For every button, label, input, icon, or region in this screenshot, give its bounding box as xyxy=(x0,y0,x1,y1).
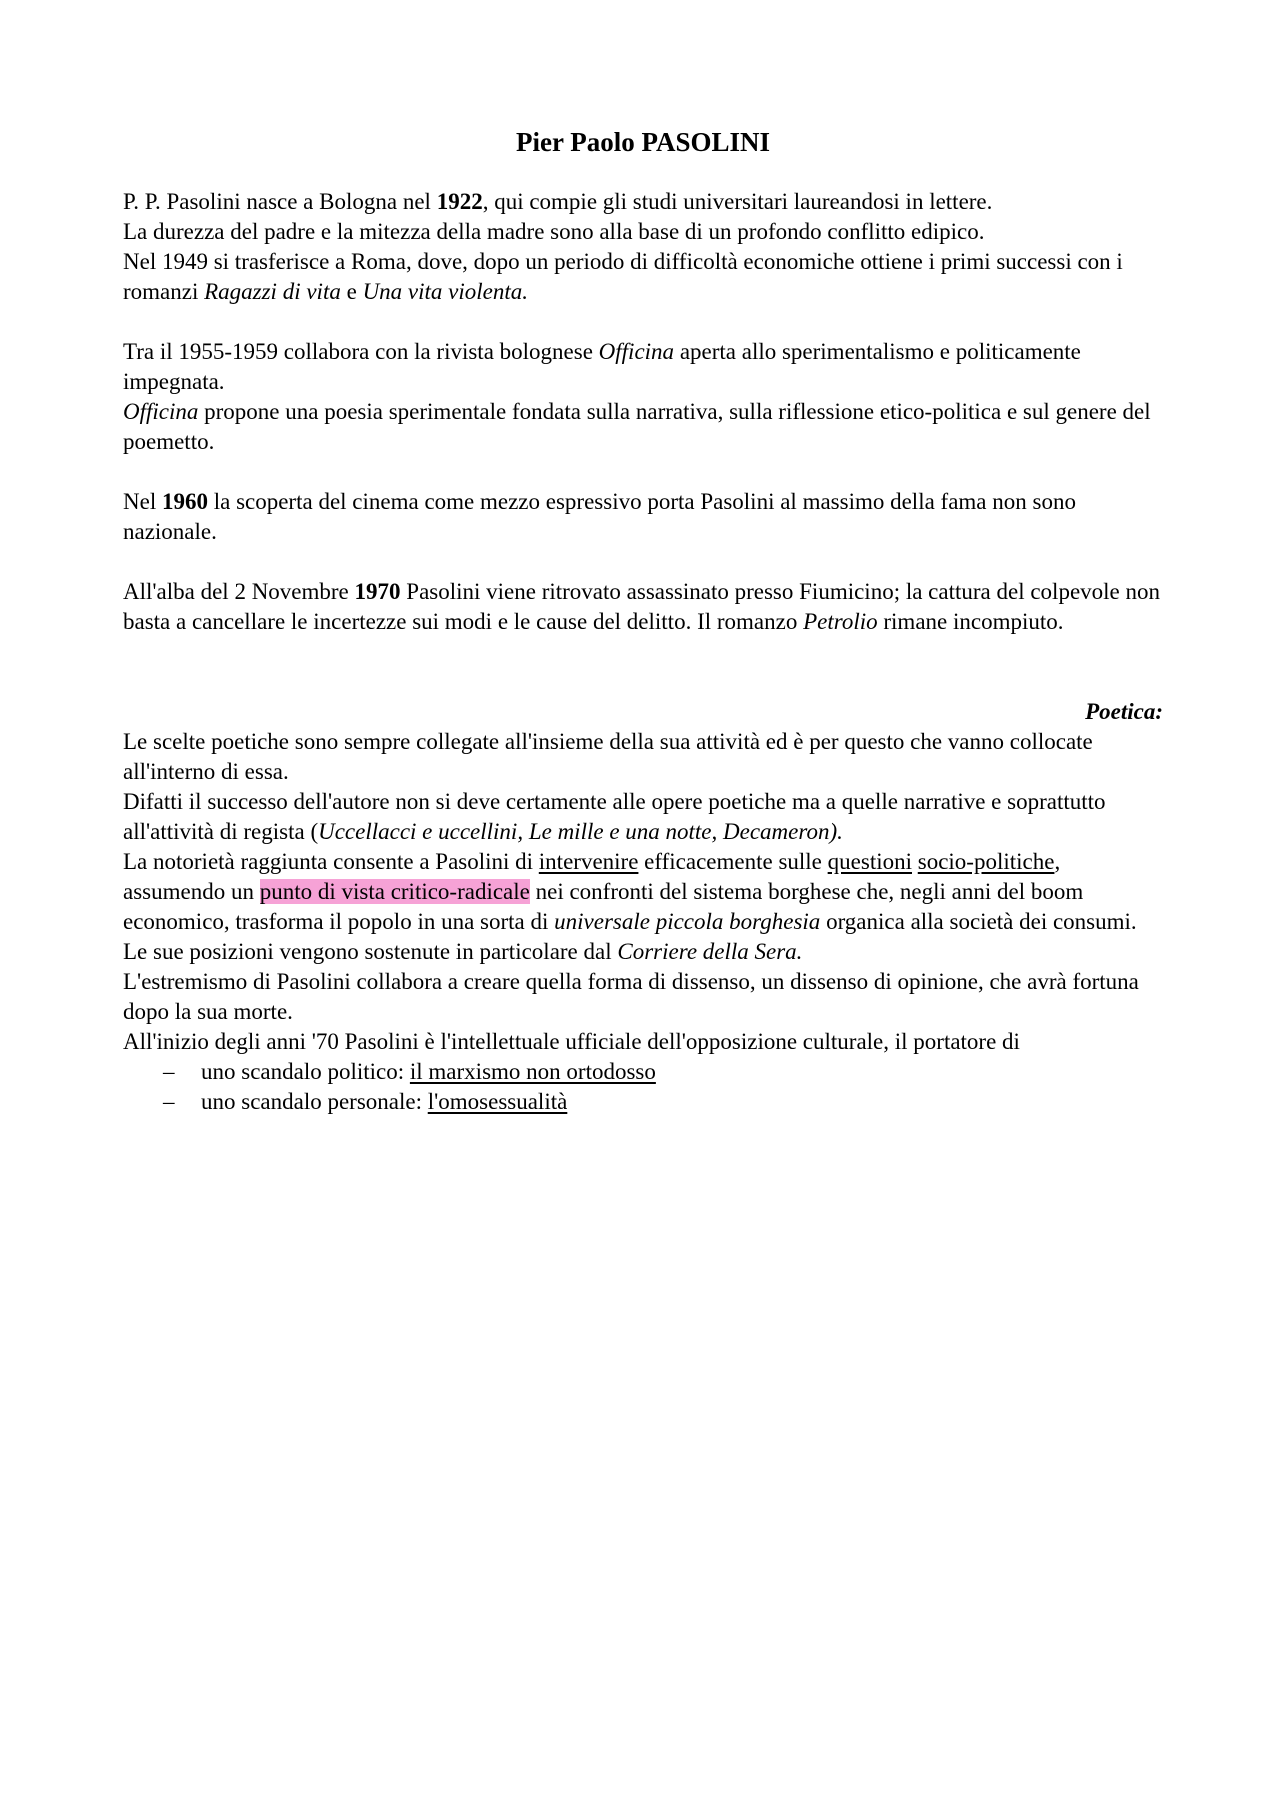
italic-phrase: universale piccola borghesia xyxy=(554,909,821,934)
text-run: La notorietà raggiunta consente a Pasolini di xyxy=(123,849,539,874)
list-item xyxy=(163,1087,1163,1117)
text-run: P. P. Pasolini nasce a Bologna nel xyxy=(123,189,437,214)
poetica-paragraph-6: All'inizio degli anni '70 Pasolini è l'intellettuale ufficiale dell'opposizione culturale, il portatore di xyxy=(123,1029,1020,1054)
intro-line-birth xyxy=(123,187,1163,217)
officina-line-1 xyxy=(123,337,1163,397)
officina-line-2 xyxy=(123,397,1163,457)
list-item-value: l'omosessualità xyxy=(427,1089,568,1114)
text-run: Tra il 1955-1959 collabora con la rivista bolognese xyxy=(123,339,599,364)
film-titles: Uccellacci e uccellini, Le mille e una notte, Decameron). xyxy=(318,819,843,844)
text-run: Nel xyxy=(123,489,162,514)
poetica-paragraph-2 xyxy=(123,787,1163,847)
list-item-label: uno scandalo personale: xyxy=(201,1089,428,1114)
spacer xyxy=(123,457,1163,487)
year-1960: 1960 xyxy=(161,489,208,514)
poetica-section xyxy=(123,727,1163,1117)
text-run: , assumendo un xyxy=(123,849,1061,904)
poetica-paragraph-4 xyxy=(123,937,1163,967)
novel-title: Ragazzi di vita xyxy=(204,279,341,304)
poetica-paragraph-1: Le scelte poetiche sono sempre collegate all'insieme della sua attività ed è per questo che vanno collocate all'interno di essa. xyxy=(123,729,1093,784)
novel-title: Una vita violenta. xyxy=(362,279,528,304)
list-item-value: il marxismo non ortodosso xyxy=(409,1059,656,1084)
officina-paragraph xyxy=(123,337,1163,457)
text-run: Nel 1949 si trasferisce a Roma, dove, dopo un periodo di difficoltà economiche ottiene i primi successi con i romanzi xyxy=(123,249,1123,304)
scandal-list xyxy=(123,1057,1163,1117)
spacer xyxy=(123,547,1163,577)
year-1970: 1970 xyxy=(354,579,401,604)
poetica-paragraph-3 xyxy=(123,847,1163,937)
text-run: organica alla società dei consumi. xyxy=(820,909,1137,934)
text-run: propone una poesia sperimentale fondata sulla narrativa, sulla riflessione etico-politica e sul genere del poemetto. xyxy=(123,399,1151,454)
text-run: e xyxy=(340,279,363,304)
poetica-paragraph-5: L'estremismo di Pasolini collabora a creare quella forma di dissenso, un dissenso di opinione, che avrà fortuna dopo la sua morte. xyxy=(123,969,1139,1024)
text-run: la scoperta del cinema come mezzo espressivo porta Pasolini al massimo della fama non sono nazionale. xyxy=(123,489,1076,544)
text-run: efficacemente sulle xyxy=(638,849,828,874)
text-run: nei confronti del sistema borghese che, negli anni del boom economico, trasforma il popolo in una sorta di xyxy=(123,879,1084,934)
novel-title: Petrolio xyxy=(803,609,878,634)
text-run: aperta allo sperimentalismo e politicamente impegnata. xyxy=(123,339,1081,394)
cinema-paragraph xyxy=(123,487,1163,547)
dash-bullet: – xyxy=(163,1059,175,1084)
text-run: Le sue posizioni vengono sostenute in particolare dal xyxy=(123,939,618,964)
magazine-title: Officina xyxy=(123,399,199,424)
spacer xyxy=(123,307,1163,337)
intro-line-rome xyxy=(123,247,1163,307)
text-run: All'alba del 2 Novembre xyxy=(123,579,355,604)
text-run: rimane incompiuto. xyxy=(877,609,1064,634)
text-run: Difatti il successo dell'autore non si deve certamente alle opere poetiche ma a quelle narrative e soprattutto all'attività di regista ( xyxy=(123,789,1106,844)
underlined-text: questioni xyxy=(827,849,912,874)
highlighted-text: punto di vista critico-radicale xyxy=(259,879,530,904)
underlined-text: socio-politiche xyxy=(917,849,1055,874)
year-1922: 1922 xyxy=(436,189,483,214)
spacer xyxy=(123,637,1163,697)
dash-bullet: – xyxy=(163,1089,175,1114)
document-body xyxy=(123,124,1163,1117)
intro-paragraph xyxy=(123,187,1163,307)
death-paragraph xyxy=(123,577,1163,637)
newspaper-title: Corriere della Sera. xyxy=(617,939,803,964)
underlined-text: intervenire xyxy=(538,849,639,874)
text-run: , qui compie gli studi universitari laureandosi in lettere. xyxy=(482,189,993,214)
poetica-heading: Poetica: xyxy=(1085,699,1163,724)
intro-line-family: La durezza del padre e la mitezza della madre sono alla base di un profondo conflitto edipico. xyxy=(123,219,985,244)
list-item xyxy=(163,1057,1163,1087)
list-item-label: uno scandalo politico: xyxy=(201,1059,410,1084)
document-title: Pier Paolo PASOLINI xyxy=(516,127,770,157)
magazine-title: Officina xyxy=(598,339,675,364)
text-run: Pasolini viene ritrovato assassinato presso Fiumicino; la cattura del colpevole non basta a cancellare le incertezze sui modi e le cause del delitto. Il romanzo xyxy=(123,579,1161,634)
